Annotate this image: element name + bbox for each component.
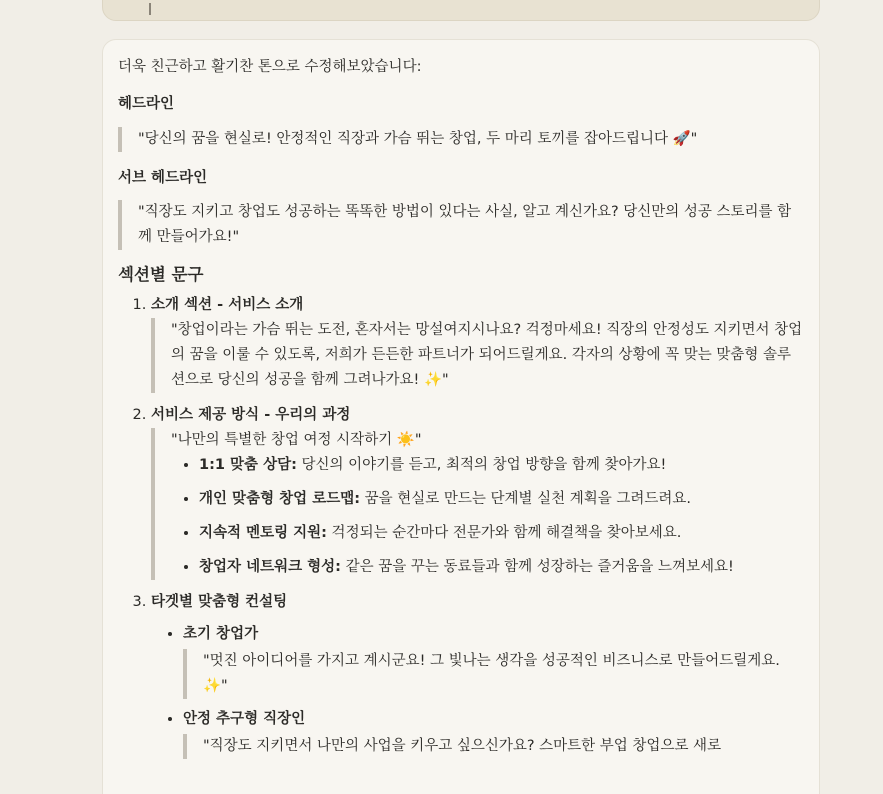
target-name: 안정 추구형 직장인 [183, 711, 306, 727]
intro-text: 더욱 친근하고 활기찬 톤으로 수정해보았습니다: [118, 59, 422, 75]
section-item [151, 590, 803, 759]
feature-desc: 같은 꿈을 꾸는 동료들과 함께 성장하는 즐거움을 느껴보세요! [340, 559, 734, 575]
assistant-message [102, 39, 820, 794]
section-quote-text: "창업이라는 가슴 뛰는 도전, 혼자서는 망설여지시나요? 걱정마세요! 직장의 안정성도 지키면서 창업의 꿈을 이룰 수 있도록, 저희가 든든한 파트너가 되어드릴게요. 각자의 상황에 꼭 맞는 맞춤형 솔루션으로 당신의 성공을 함께 그려나가요! ✨" [171, 322, 803, 388]
section-quote [151, 428, 803, 580]
section-title: 타겟별 맞춤형 컨설팅 [151, 594, 288, 610]
target-quote-text: "직장도 지키면서 나만의 사업을 키우고 싶으신가요? 스마트한 부업 창업으로 새로 [203, 738, 722, 754]
sections-list [118, 293, 803, 759]
headline-quote [118, 127, 803, 152]
feature-item [199, 521, 803, 546]
feature-term: 창업자 네트워크 형성: [199, 559, 341, 575]
target-quote-text: "멋진 아이디어를 가지고 계시군요! 그 빛나는 생각을 성공적인 비즈니스로 만들어드릴게요. ✨" [203, 653, 780, 694]
feature-item [199, 453, 803, 478]
feature-term: 개인 맞춤형 창업 로드맵: [199, 491, 361, 507]
previous-message-card [102, 0, 820, 21]
text-caret [149, 3, 151, 15]
feature-item [199, 555, 803, 580]
target-quote [183, 649, 803, 699]
feature-term: 1:1 맞춤 상담: [199, 457, 297, 473]
subheadline-label: 서브 헤드라인 [118, 170, 208, 186]
section-item [151, 293, 803, 393]
subheadline-quote-text: "직장도 지키고 창업도 성공하는 똑똑한 방법이 있다는 사실, 알고 계신가요? 당신만의 성공 스토리를 함께 만들어가요!" [138, 204, 792, 245]
target-quote [183, 734, 803, 759]
subheadline-quote [118, 200, 803, 250]
target-item [183, 622, 803, 699]
section-title: 소개 섹션 - 서비스 소개 [151, 297, 304, 313]
feature-item [199, 487, 803, 512]
target-name: 초기 창업가 [183, 626, 259, 642]
section-quote [151, 318, 803, 393]
section-title: 서비스 제공 방식 - 우리의 과정 [151, 407, 351, 423]
headline-quote-text: "당신의 꿈을 현실로! 안정적인 직장과 가슴 뛰는 창업, 두 마리 토끼를 잡아드립니다 🚀" [138, 131, 698, 147]
section-item [151, 403, 803, 580]
target-item [183, 707, 803, 759]
feature-list [171, 453, 803, 580]
feature-desc: 꿈을 현실로 만드는 단계별 실천 계획을 그려드려요. [360, 491, 692, 507]
sections-title: 섹션별 문구 [118, 265, 204, 284]
feature-desc: 당신의 이야기를 듣고, 최적의 창업 방향을 함께 찾아가요! [296, 457, 667, 473]
section-quote-text: "나만의 특별한 창업 여정 시작하기 ☀️" [171, 432, 422, 448]
feature-term: 지속적 멘토링 지원: [199, 525, 327, 541]
feature-desc: 걱정되는 순간마다 전문가와 함께 해결책을 찾아보세요. [326, 525, 682, 541]
headline-label: 헤드라인 [118, 96, 175, 112]
target-list [151, 622, 803, 759]
